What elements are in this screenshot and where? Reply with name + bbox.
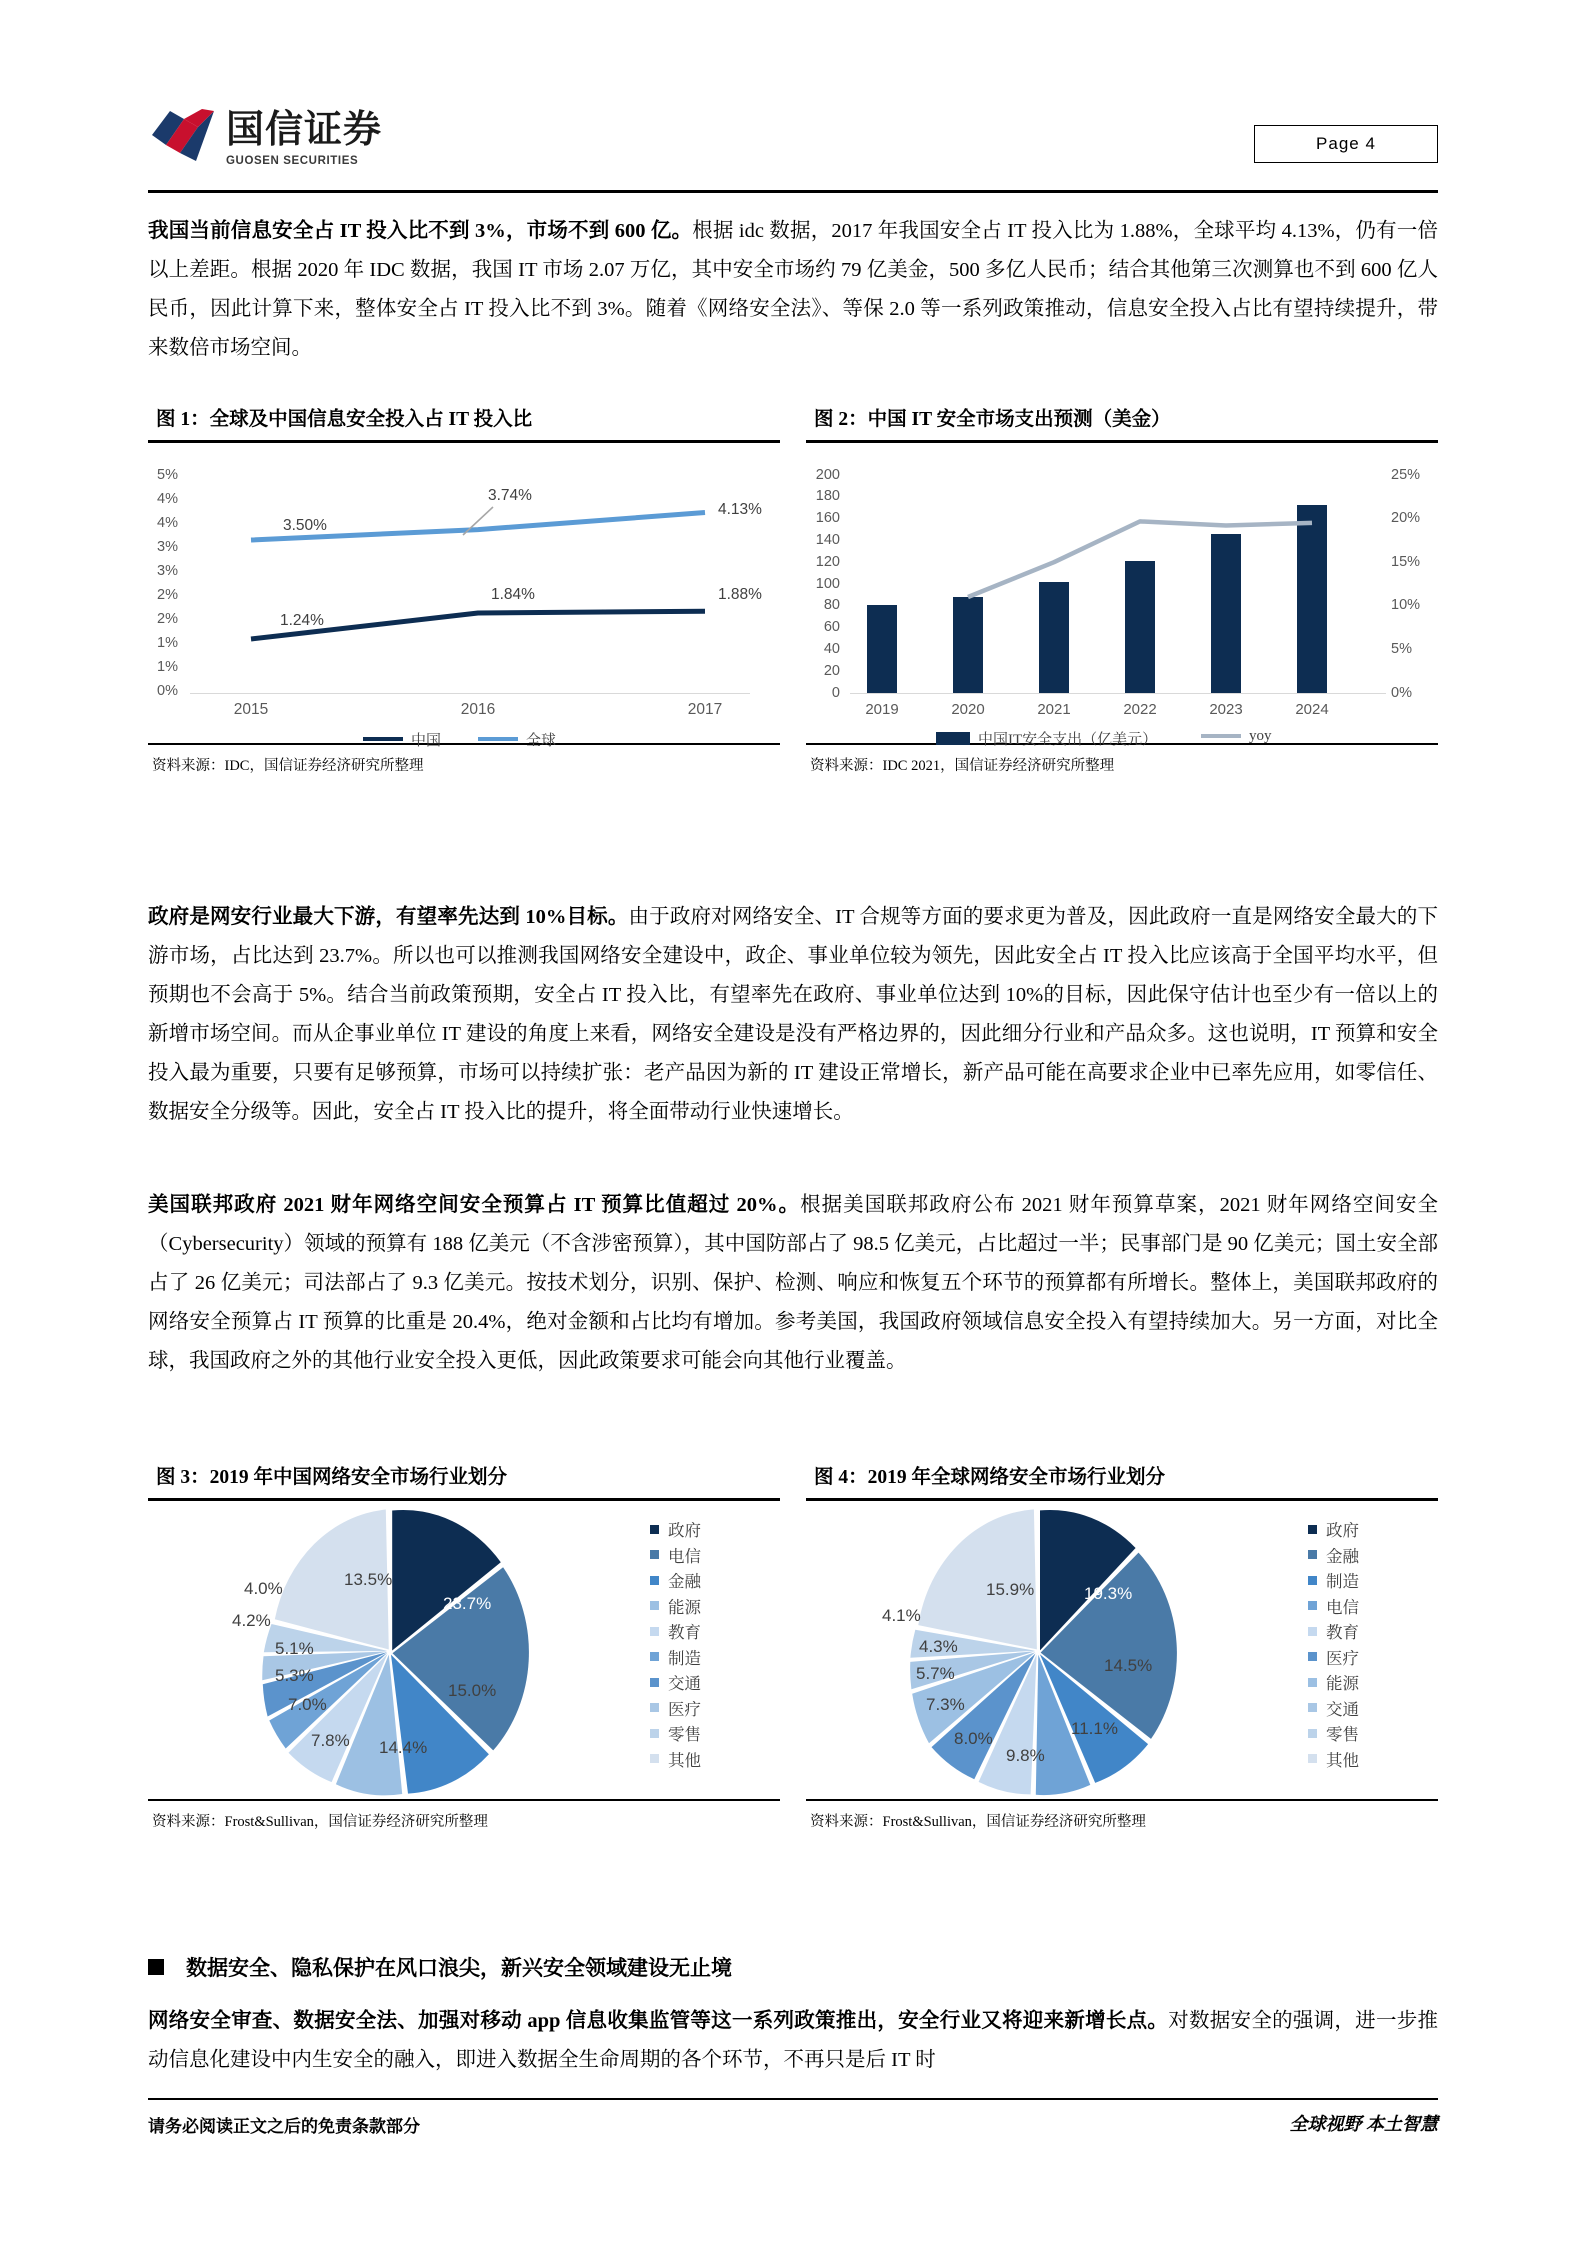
chart2-legend-spending [936, 728, 1157, 749]
chart3-value-2: 14.4% [379, 1737, 428, 1757]
chart3-value-8: 4.0% [244, 1578, 283, 1598]
chart2-ytick-left-6: 80 [823, 597, 840, 614]
chart-global-security-market-by-industry [806, 1501, 1438, 1799]
page-number-label: Page 4 [1316, 134, 1376, 153]
chart3-legend [650, 1517, 758, 1772]
chart2-ytick-left-0: 200 [815, 466, 840, 483]
chart2-ytick-left-1: 180 [815, 488, 840, 505]
chart1-ytick-6: 2% [157, 610, 178, 627]
chart4-legend-swatch-9 [1308, 1754, 1317, 1763]
paragraph-2 [148, 898, 1438, 1132]
chart3-value-3: 7.8% [311, 1730, 350, 1750]
chart2-ytick-left-3: 140 [815, 531, 840, 548]
figure-1-title: 图 1：全球及中国信息安全投入占 IT 投入比 [156, 409, 533, 430]
chart3-legend-item-6 [650, 1670, 758, 1696]
chart4-value-3: 9.8% [1006, 1745, 1045, 1765]
chart1-ytick-3: 3% [157, 538, 178, 555]
chart1-ytick-4: 3% [157, 562, 178, 579]
guosen-logo-icon [150, 105, 216, 167]
chart1-ytick-7: 1% [157, 634, 178, 651]
chart1-xtick-2015: 2015 [233, 700, 269, 718]
chart1-legend-global-swatch [478, 737, 518, 741]
figure-1-body [148, 443, 780, 749]
chart2-ytick-left-7: 60 [823, 619, 840, 636]
chart3-legend-item-2 [650, 1568, 758, 1594]
chart4-value-5: 7.3% [926, 1694, 965, 1714]
chart3-legend-swatch-5 [650, 1652, 659, 1661]
header-divider [148, 190, 1438, 193]
paragraph-1-lead: 我国当前信息安全占 IT 投入比不到 3%，市场不到 600 亿。 [148, 220, 693, 242]
footer-slogan: 全球视野 本土智慧 [1289, 2114, 1438, 2134]
chart4-legend-swatch-7 [1308, 1703, 1317, 1712]
chart2-xtick-2022: 2022 [1123, 700, 1157, 718]
figure-1-source: 资料来源：IDC，国信证券经济研究所整理 [152, 758, 424, 775]
chart3-legend-swatch-2 [650, 1576, 659, 1585]
chart2-xtick-2020: 2020 [951, 700, 985, 718]
brand-text [226, 111, 382, 167]
chart4-legend-label-3: 电信 [1326, 1597, 1359, 1617]
footer-divider [148, 2098, 1438, 2100]
chart4-value-1: 14.5% [1104, 1655, 1153, 1675]
chart2-yoy-line [806, 443, 1438, 743]
chart4-legend-item-2 [1308, 1568, 1416, 1594]
section-heading-text: 数据安全、隐私保护在风口浪尖，新兴安全领域建设无止境 [186, 1956, 732, 1980]
chart4-value-9: 15.9% [986, 1579, 1035, 1599]
chart2-xtick-2021: 2021 [1037, 700, 1071, 718]
chart3-legend-swatch-7 [650, 1703, 659, 1712]
chart1-legend-china-swatch [363, 737, 403, 741]
figure-4 [806, 1452, 1438, 1831]
page-number-box [1254, 125, 1438, 163]
chart3-legend-label-3: 能源 [668, 1597, 701, 1617]
chart4-legend-item-0 [1308, 1517, 1416, 1543]
figure-3 [148, 1452, 780, 1831]
figure-1 [148, 394, 780, 775]
chart4-legend-item-1 [1308, 1542, 1416, 1568]
chart3-legend-label-2: 金融 [668, 1572, 701, 1592]
chart1-ytick-1: 4% [157, 490, 178, 507]
chart4-legend-label-2: 制造 [1326, 1572, 1359, 1592]
chart4-value-0: 19.3% [1084, 1583, 1133, 1603]
chart1-xtick-2016: 2016 [460, 700, 496, 718]
chart2-xtick-2023: 2023 [1209, 700, 1243, 718]
chart2-ytick-right-3: 10% [1391, 597, 1421, 614]
chart-china-security-market-by-industry [148, 1501, 780, 1799]
chart1-label-global-2016: 3.74% [488, 486, 532, 504]
chart3-legend-item-3 [650, 1593, 758, 1619]
chart4-value-4: 8.0% [954, 1728, 993, 1748]
chart2-ytick-left-9: 20 [823, 662, 840, 679]
chart4-legend-label-9: 其他 [1326, 1750, 1359, 1770]
figure-2-title: 图 2：中国 IT 安全市场支出预测（美金） [814, 409, 1171, 430]
chart3-legend-label-9: 其他 [668, 1750, 701, 1770]
paragraph-1-body: 根据 idc 数据，2017 年我国安全占 IT 投入比为 1.88%，全球平均 4.13%，仍有一倍以上差距。根据 2020 年 IDC 数据，我国 IT 市场 2.07 万亿，其中安全市场约 79 亿美金，500 多亿人民币；结合其他第三次测算也不到 600 亿人民币，因此计算下来，整体安全占 IT 投入比不到 3%。随着《网络安全法》、等保 2.0 等一系列政策推动，信息安全投入占比有望持续提升，带来数倍市场空间。 [148, 220, 1438, 359]
chart3-value-7: 4.2% [232, 1610, 271, 1630]
chart3-legend-label-4: 教育 [668, 1623, 701, 1643]
chart2-legend-yoy-label: yoy [1249, 727, 1272, 744]
chart4-legend-swatch-3 [1308, 1601, 1317, 1610]
figure-4-source: 资料来源：Frost&Sullivan，国信证券经济研究所整理 [810, 1814, 1146, 1831]
chart3-legend-item-9 [650, 1746, 758, 1772]
bullet-square-icon [148, 1959, 164, 1975]
brand-name-en: GUOSEN SECURITIES [226, 155, 359, 167]
chart3-legend-label-8: 零售 [668, 1725, 701, 1745]
chart3-legend-label-5: 制造 [668, 1648, 701, 1668]
chart2-xtick-2024: 2024 [1295, 700, 1329, 718]
chart2-ytick-right-0: 25% [1391, 466, 1421, 483]
chart3-value-1: 15.0% [448, 1680, 497, 1700]
chart4-legend [1308, 1517, 1416, 1772]
chart-global-china-it-security-ratio [148, 443, 780, 749]
chart4-legend-swatch-2 [1308, 1576, 1317, 1585]
figure-3-title: 图 3：2019 年中国网络安全市场行业划分 [156, 1467, 508, 1488]
chart3-legend-swatch-0 [650, 1525, 659, 1534]
chart1-legend-global-label: 全球 [526, 732, 557, 749]
chart2-ytick-right-1: 20% [1391, 510, 1421, 527]
paragraph-4-body: 对数据安全的强调，进一步推动信息化建设中内生安全的融入，即进入数据全生命周期的各个环节，不再只是后 IT 时 [148, 2010, 1439, 2071]
chart1-ytick-9: 0% [157, 682, 178, 699]
chart4-legend-label-8: 零售 [1326, 1725, 1359, 1745]
chart4-value-7: 4.3% [919, 1636, 958, 1656]
chart3-legend-item-8 [650, 1721, 758, 1747]
paragraph-3-body: 根据美国联邦政府公布 2021 财年预算草案，2021 财年网络空间安全（Cybersecurity）领域的预算有 188 亿美元（不含涉密预算），其中国防部占了 98.5 亿美元，占比超过一半；民事部门是 90 亿美元；国土安全部占了 26 亿美元；司法部占了 9.3 亿美元。按技术划分，识别、保护、检测、响应和恢复五个环节的预算都有所增长。整体上，美国联邦政府的网络安全预算占 IT 预算的比重是 20.4%，绝对金额和占比均有增加。参考美国，我国政府领域信息安全投入有望持续加大。另一方面，对比全球，我国政府之外的其他行业安全投入更低，因此政策要求可能会向其他行业覆盖。 [148, 1194, 1439, 1372]
chart3-legend-item-1 [650, 1542, 758, 1568]
paragraph-3 [148, 1186, 1438, 1381]
chart3-legend-label-6: 交通 [668, 1674, 701, 1694]
chart1-legend-china-label: 中国 [411, 732, 442, 749]
figure-2 [806, 394, 1438, 775]
chart4-legend-label-7: 交通 [1326, 1699, 1359, 1719]
chart1-label-china-2015: 1.24% [280, 611, 324, 629]
chart2-ytick-right-4: 5% [1391, 640, 1412, 657]
chart3-legend-label-1: 电信 [668, 1546, 701, 1566]
brand-logo [150, 105, 382, 167]
figure-2-source: 资料来源：IDC 2021，国信证券经济研究所整理 [810, 758, 1115, 775]
chart4-legend-swatch-5 [1308, 1652, 1317, 1661]
chart2-x-axis [850, 693, 1386, 695]
footer-disclaimer: 请务必阅读正文之后的免责条款部分 [148, 2117, 420, 2136]
chart3-legend-swatch-9 [650, 1754, 659, 1763]
chart2-ytick-left-5: 100 [815, 575, 840, 592]
chart3-value-6: 5.1% [275, 1638, 314, 1658]
chart3-legend-item-4 [650, 1619, 758, 1645]
chart3-legend-swatch-6 [650, 1678, 659, 1687]
chart4-legend-item-8 [1308, 1721, 1416, 1747]
chart1-label-china-2016: 1.84% [491, 585, 535, 603]
chart1-ytick-5: 2% [157, 586, 178, 603]
chart4-legend-label-1: 金融 [1326, 1546, 1359, 1566]
chart-china-it-security-spending-forecast [806, 443, 1438, 748]
chart2-ytick-left-10: 0 [831, 684, 840, 701]
chart2-legend-spending-swatch [936, 732, 970, 745]
chart3-value-4: 7.0% [288, 1694, 327, 1714]
chart4-value-2: 11.1% [1071, 1718, 1118, 1738]
chart1-label-global-2015: 3.50% [283, 516, 327, 534]
chart1-plot [148, 443, 780, 743]
chart2-ytick-left-8: 40 [823, 640, 840, 657]
chart4-legend-item-3 [1308, 1593, 1416, 1619]
figure-3-source: 资料来源：Frost&Sullivan，国信证券经济研究所整理 [152, 1814, 488, 1831]
chart4-legend-item-9 [1308, 1746, 1416, 1772]
chart3-legend-item-5 [650, 1644, 758, 1670]
chart4-legend-item-4 [1308, 1619, 1416, 1645]
chart3-legend-item-0 [650, 1517, 758, 1543]
chart4-legend-swatch-1 [1308, 1550, 1317, 1559]
chart4-legend-label-6: 能源 [1326, 1674, 1359, 1694]
chart2-ytick-left-2: 160 [815, 510, 840, 527]
chart1-legend-china [363, 729, 441, 750]
chart3-value-0: 23.7% [443, 1593, 492, 1613]
page-header [0, 0, 1586, 200]
figure-4-body [806, 1501, 1438, 1799]
chart2-xtick-2019: 2019 [865, 700, 899, 718]
chart2-legend-yoy [1201, 728, 1272, 745]
chart4-legend-swatch-8 [1308, 1729, 1317, 1738]
chart2-ytick-right-5: 0% [1391, 684, 1412, 701]
chart1-ytick-0: 5% [157, 466, 178, 483]
paragraph-4-lead: 网络安全审查、数据安全法、加强对移动 app 信息收集监管等这一系列政策推出，安全行业又将迎来新增长点。 [148, 2010, 1169, 2032]
chart1-ytick-2: 4% [157, 514, 178, 531]
chart1-xtick-2017: 2017 [687, 700, 723, 718]
chart1-ytick-8: 1% [157, 658, 178, 675]
figure-2-body [806, 443, 1438, 748]
figure-4-title: 图 4：2019 年全球网络安全市场行业划分 [814, 1467, 1166, 1488]
chart4-legend-label-0: 政府 [1326, 1521, 1359, 1541]
chart1-legend-global [478, 729, 556, 750]
paragraph-2-lead: 政府是网安行业最大下游，有望率先达到 10%目标。 [148, 906, 629, 928]
chart3-legend-swatch-8 [650, 1729, 659, 1738]
paragraph-3-lead: 美国联邦政府 2021 财年网络空间安全预算占 IT 预算比值超过 20%。 [148, 1194, 801, 1216]
chart3-legend-swatch-3 [650, 1601, 659, 1610]
chart1-label-global-2017: 4.13% [718, 500, 762, 518]
chart4-value-6: 5.7% [916, 1663, 955, 1683]
chart4-legend-swatch-4 [1308, 1627, 1317, 1636]
chart2-legend-yoy-swatch [1201, 734, 1241, 738]
chart2-ytick-right-2: 15% [1391, 553, 1421, 570]
chart4-legend-label-5: 医疗 [1326, 1648, 1359, 1668]
chart4-legend-swatch-0 [1308, 1525, 1317, 1534]
chart3-legend-item-7 [650, 1695, 758, 1721]
figure-3-body [148, 1501, 780, 1799]
chart1-label-china-2017: 1.88% [718, 585, 762, 603]
chart4-legend-item-5 [1308, 1644, 1416, 1670]
paragraph-4 [148, 2002, 1438, 2080]
chart2-ytick-left-4: 120 [815, 553, 840, 570]
chart4-legend-label-4: 教育 [1326, 1623, 1359, 1643]
chart3-value-5: 5.3% [275, 1665, 314, 1685]
chart3-legend-swatch-4 [650, 1627, 659, 1636]
chart4-legend-item-6 [1308, 1670, 1416, 1696]
chart4-legend-item-7 [1308, 1695, 1416, 1721]
chart4-value-8: 4.1% [882, 1605, 921, 1625]
section-heading [148, 1952, 1438, 1982]
paragraph-2-body: 由于政府对网络安全、IT 合规等方面的要求更为普及，因此政府一直是网络安全最大的下游市场，占比达到 23.7%。所以也可以推测我国网络安全建设中，政企、事业单位较为领先，因此安全占 IT 投入比应该高于全国平均水平，但预期也不会高于 5%。结合当前政策预期，安全占 IT 投入比，有望率先在政府、事业单位达到 10%的目标，因此保守估计也至少有一倍以上的新增市场空间。而从企事业单位 IT 建设的角度上来看，网络安全建设是没有严格边界的，因此细分行业和产品众多。这也说明，IT 预算和安全投入最为重要，只要有足够预算，市场可以持续扩张：老产品因为新的 IT 建设正常增长，新产品可能在高要求企业中已率先应用，如零信任、数据安全分级等。因此，安全占 IT 投入比的提升，将全面带动行业快速增长。 [148, 906, 1438, 1123]
chart3-legend-swatch-1 [650, 1550, 659, 1559]
chart3-legend-label-7: 医疗 [668, 1699, 701, 1719]
chart4-legend-swatch-6 [1308, 1678, 1317, 1687]
brand-name-cn: 国信证券 [226, 109, 383, 151]
paragraph-1 [148, 212, 1438, 368]
chart3-value-9: 13.5% [344, 1569, 393, 1589]
chart2-legend-spending-label: 中国IT安全支出（亿美元） [978, 731, 1158, 748]
chart3-legend-label-0: 政府 [668, 1521, 701, 1541]
